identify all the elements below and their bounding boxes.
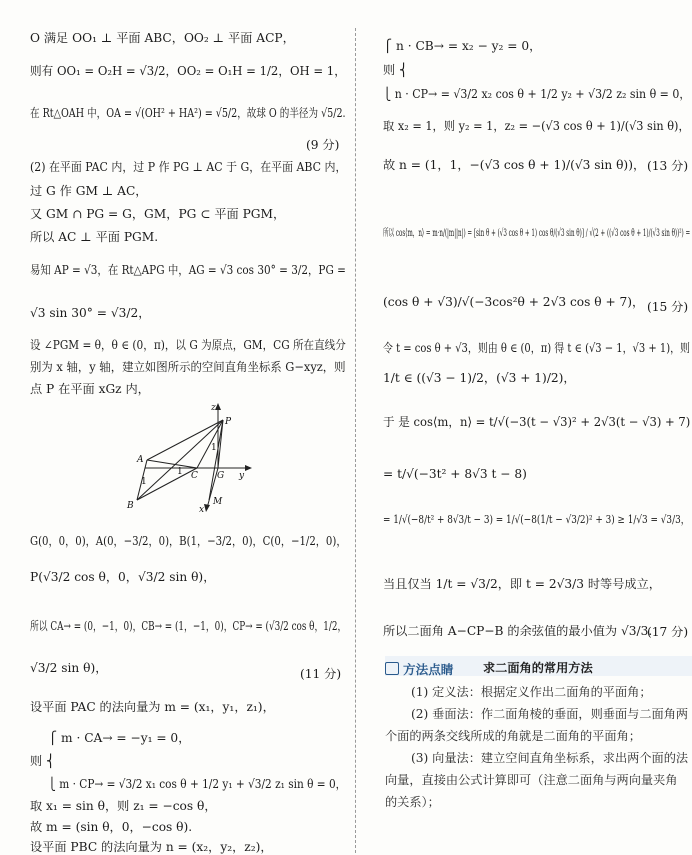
solution-line: √3 sin 30° = √3/2，: [30, 306, 151, 320]
y-arrow: [245, 465, 252, 471]
solution-line: ⎩ n · CP→ = √3/2 x₂ cos θ + 1/2 y₂ + √3/2 z₂ sin θ = 0，: [383, 87, 691, 101]
label-y: y: [239, 471, 245, 481]
label-1c: 1: [211, 443, 217, 453]
label-z: z: [211, 403, 216, 413]
solution-line: O 满足 OO₁ ⊥ 平面 ABC，OO₂ ⊥ 平面 ACP，: [30, 31, 295, 45]
solution-line: 则 ⎨: [383, 63, 409, 77]
solution-line: 点 P 在平面 xGz 内，: [30, 382, 150, 396]
solution-line: 所以 AC ⊥ 平面 PGM.: [30, 230, 159, 244]
label-M: M: [213, 497, 223, 507]
solution-line: 设 ∠PGM = θ，θ ∈ (0，π)，以 G 为原点，GM，CG 所在直线分: [30, 338, 346, 352]
tip-line: (3) 向量法：建立空间直角坐标系，求出两个面的法: [411, 751, 689, 765]
solution-line: 于 是 cos⟨m，n⟩ = t/√(−3(t − √3)² + 2√3(t − √3) + 7): [383, 415, 691, 429]
solution-line: 又 GM ∩ PG = G，GM，PG ⊂ 平面 PGM，: [30, 207, 286, 221]
tip-line: (1) 定义法：根据定义作出二面角的平面角；: [411, 685, 652, 699]
label-A: A: [137, 455, 144, 465]
solution-line: 所以二面角 A−CP−B 的余弦值的最小值为 √3/3.: [383, 624, 653, 638]
label-1a: 1: [141, 477, 147, 487]
solution-line: 所以 cos⟨m，n⟩ = m·n/(|m||n|) = [sin θ + (√3 cos θ + 1) cos θ/(√3 sin θ)] / √(2 + ((√3 cos θ + 1)/(√3 sin θ))²) =: [383, 227, 691, 239]
solution-line: 所以 CA→ = (0，−1，0)，CB→ = (1，−1，0)，CP→ = (√3/2 cos θ，1/2，: [30, 619, 347, 633]
coordinate-figure: [125, 400, 255, 515]
solution-line: 易知 AP = √3，在 Rt△APG 中，AG = √3 cos 30° = 3/2，PG =: [30, 263, 346, 277]
label-1b: 1: [177, 467, 183, 477]
tip-label: 方法点睛: [385, 659, 453, 678]
solution-line: G(0，0，0)，A(0，−3/2，0)，B(1，−3/2，0)，C(0，−1/2，0)，: [30, 534, 347, 548]
solution-line: 取 x₂ = 1，则 y₂ = 1，z₂ = −(√3 cos θ + 1)/(√3 sin θ)，: [383, 119, 690, 133]
solution-line: (cos θ + √3)/√(−3cos²θ + 2√3 cos θ + 7)，: [383, 295, 645, 309]
label-G: G: [217, 471, 225, 481]
solution-line: ⎧ n · CB→ = x₂ − y₂ = 0，: [383, 39, 542, 53]
label-C: C: [191, 471, 198, 481]
score-mark: (9 分): [306, 138, 340, 152]
solution-line: P(√3/2 cos θ，0，√3/2 sin θ)，: [30, 570, 216, 584]
tip-line: (2) 垂面法：作二面角棱的垂面，则垂面与二面角两: [411, 707, 689, 721]
tip-title: 求二面角的常用方法: [483, 661, 593, 675]
solution-line: 过 G 作 GM ⊥ AC，: [30, 184, 148, 198]
solution-line: 则有 OO₁ = O₂H = √3/2，OO₂ = O₁H = 1/2，OH = 1，: [30, 64, 346, 78]
solution-line: 1/t ∈ ((√3 − 1)/2，(√3 + 1)/2)，: [383, 371, 576, 385]
solution-line: 设平面 PBC 的法向量为 n = (x₂，y₂，z₂)，: [30, 840, 273, 854]
score-mark: (11 分): [300, 667, 342, 681]
tip-line: 的关系）；: [385, 795, 440, 809]
solution-line: = t/√(−3t² + 8√3 t − 8): [383, 467, 527, 481]
solution-line: 故 n = (1，1，−(√3 cos θ + 1)/(√3 sin θ))，: [383, 158, 646, 172]
solution-line: 故 m = (sin θ，0，−cos θ).: [30, 820, 193, 834]
solution-line: (2) 在平面 PAC 内，过 P 作 PG ⊥ AC 于 G，在平面 ABC 内，: [30, 160, 347, 174]
z-arrow: [215, 403, 221, 410]
score-mark: (15 分): [647, 300, 689, 314]
book-icon: [385, 662, 399, 675]
tip-line: 向量，直接由公式计算即可（注意二面角与两向量夹角: [385, 773, 678, 787]
label-B: B: [127, 501, 134, 511]
solution-line: 当且仅当 1/t = √3/2，即 t = 2√3/3 时等号成立，: [383, 577, 661, 591]
solution-line: 别为 x 轴，y 轴，建立如图所示的空间直角坐标系 G−xyz，则: [30, 360, 346, 374]
x-arrow: [204, 504, 210, 512]
label-P: P: [225, 417, 232, 427]
solution-line: √3/2 sin θ)，: [30, 661, 108, 675]
solution-line: 取 x₁ = sin θ，则 z₁ = −cos θ，: [30, 799, 217, 813]
solution-line: 令 t = cos θ + √3，则由 θ ∈ (0，π) 得 t ∈ (√3 − 1，√3 + 1)，则: [383, 341, 690, 355]
score-mark: (13 分): [647, 159, 689, 173]
tip-line: 个面的两条交线所成的角就是二面角的平面角；: [385, 729, 641, 743]
score-mark: (17 分): [647, 625, 689, 639]
solution-line: ⎩ m · CP→ = √3/2 x₁ cos θ + 1/2 y₁ + √3/2 z₁ sin θ = 0，: [48, 777, 347, 791]
solution-line: 则 ⎨: [30, 754, 56, 768]
solution-line: ⎧ m · CA→ = −y₁ = 0，: [48, 731, 191, 745]
solution-line: 设平面 PAC 的法向量为 m = (x₁，y₁，z₁)，: [30, 700, 275, 714]
label-x: x: [199, 505, 205, 515]
solution-line: = 1/√(−8/t² + 8√3/t − 3) = 1/√(−8(1/t − √3/2)² + 3) ≥ 1/√3 = √3/3，: [383, 513, 690, 526]
column-divider: [355, 28, 356, 853]
solution-line: 在 Rt△OAH 中，OA = √(OH² + HA²) = √5/2，故球 O 的半径为 √5/2.: [30, 106, 346, 120]
